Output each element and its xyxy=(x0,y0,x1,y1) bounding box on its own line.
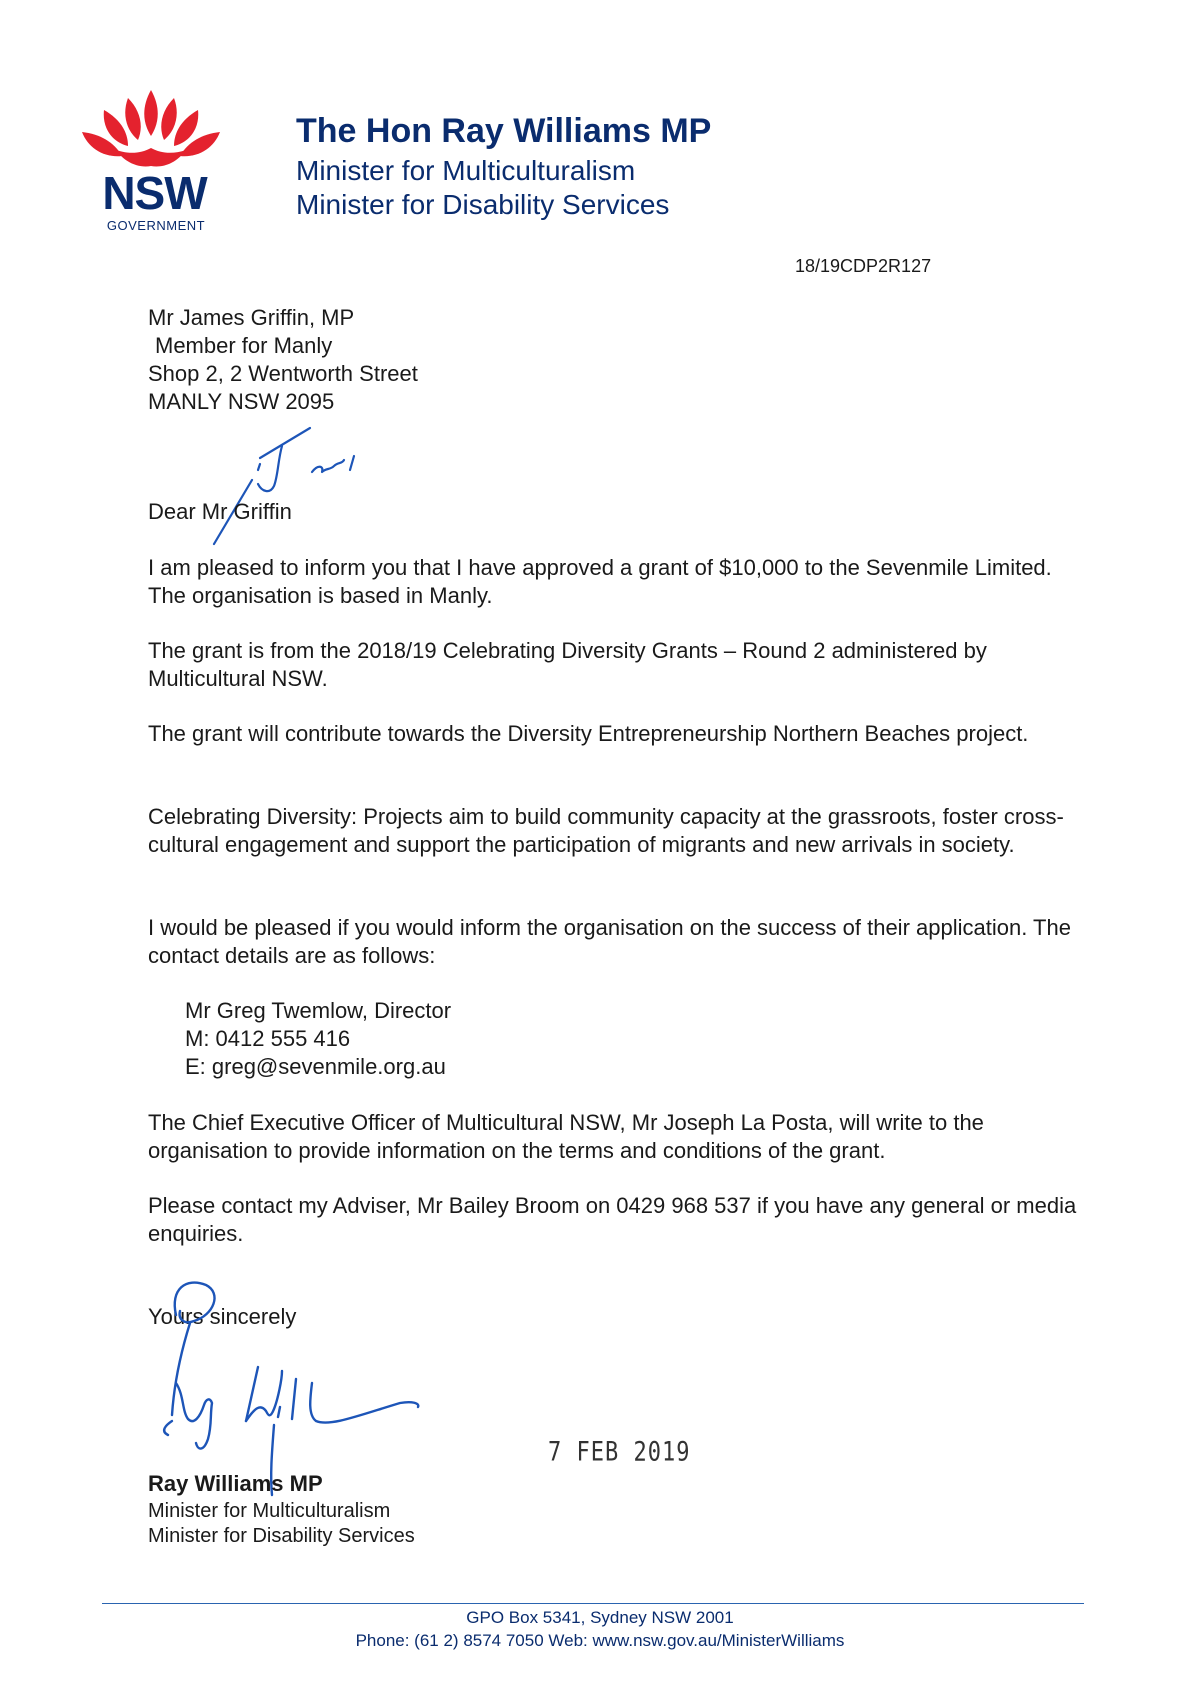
letterhead-role-1: Minister for Multiculturalism xyxy=(296,155,636,186)
contact-name: Mr Greg Twemlow, Director xyxy=(185,998,452,1023)
recipient-line-4: MANLY NSW 2095 xyxy=(148,389,335,414)
body-paragraph-7: Please contact my Adviser, Mr Bailey Broom on 0429 968 537 if you have any general or media enquiries. xyxy=(148,1193,1077,1246)
recipient-line-3: Shop 2, 2 Wentworth Street xyxy=(148,361,418,386)
footer-address: GPO Box 5341, Sydney NSW 2001 xyxy=(466,1608,734,1627)
footer-contact: Phone: (61 2) 8574 7050 Web: www.nsw.gov.au/MinisterWilliams xyxy=(355,1631,845,1650)
body-paragraph-6: The Chief Executive Officer of Multicultural NSW, Mr Joseph La Posta, will write to the organisation to provide information on the terms and conditions of the grant. xyxy=(148,1110,984,1163)
signatory-name: Ray Williams MP xyxy=(148,1471,323,1496)
footer-divider xyxy=(102,1603,1084,1604)
recipient-line-2: Member for Manly xyxy=(155,333,333,358)
signatory-role-2: Minister for Disability Services xyxy=(148,1525,415,1547)
logo-subtitle: GOVERNMENT xyxy=(106,218,206,233)
date-stamp: 7 FEB 2019 xyxy=(548,1437,691,1468)
closing: Yours sincerely xyxy=(148,1304,297,1329)
letterhead-role-2: Minister for Disability Services xyxy=(296,189,670,220)
body-paragraph-5: I would be pleased if you would inform the organisation on the success of their application. The contact details are as follows: xyxy=(148,915,1071,968)
recipient-line-1: Mr James Griffin, MP xyxy=(148,305,355,330)
body-paragraph-2: The grant is from the 2018/19 Celebrating Diversity Grants – Round 2 administered by Multicultural NSW. xyxy=(148,638,987,691)
body-paragraph-1: I am pleased to inform you that I have approved a grant of $10,000 to the Sevenmile Limited. The organisation is based in Manly. xyxy=(148,555,1052,608)
signatory-role-1: Minister for Multiculturalism xyxy=(148,1500,391,1522)
reference-number: 18/19CDP2R127 xyxy=(795,256,932,276)
body-paragraph-4: Celebrating Diversity: Projects aim to build community capacity at the grassroots, foster cross-cultural engagement and support the participation of migrants and new arrivals in society. xyxy=(148,804,1064,857)
body-paragraph-3: The grant will contribute towards the Diversity Entrepreneurship Northern Beaches project. xyxy=(148,721,1029,746)
salutation: Dear Mr Griffin xyxy=(148,499,292,524)
contact-email: E: greg@sevenmile.org.au xyxy=(185,1054,446,1079)
logo-acronym: NSW xyxy=(102,167,207,219)
letterhead-name: The Hon Ray Williams MP xyxy=(296,112,712,150)
contact-mobile: M: 0412 555 416 xyxy=(185,1026,351,1051)
